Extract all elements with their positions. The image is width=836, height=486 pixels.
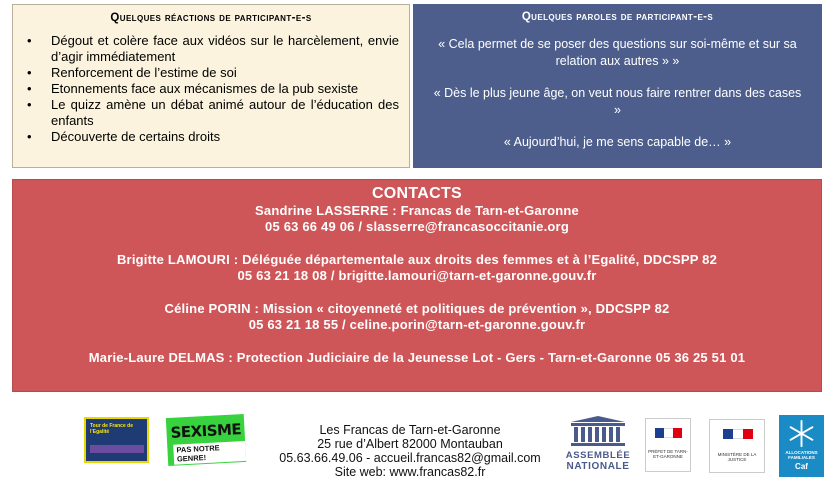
contact-name-line: Sandrine LASSERRE : Francas de Tarn-et-Garonne [255,203,579,218]
contact-details-line: 05 63 66 49 06 / slasserre@francasoccitanie.org [265,219,569,234]
quote: « Cela permet de se poser des questions sur soi-même et sur sa relation aux autres » » [438,37,797,68]
ministere-justice-logo: MINISTÈRE DE LA JUSTICE [709,419,765,473]
snowflake-icon [787,419,816,448]
address-street: 25 rue d’Albert 82000 Montauban [317,437,503,451]
quote: « Aujourd’hui, je me sens capable de… » [503,135,732,149]
list-item: • Renforcement de l’estime de soi [27,65,399,81]
address-block [262,423,558,479]
quotes-panel [413,4,822,168]
contacts-title: CONTACTS [371,185,463,202]
address-website: Site web: www.francas82.fr [334,465,486,479]
contact-details-line: 05 63 21 18 08 / brigitte.lamouri@tarn-et-garonne.gouv.fr [237,268,597,283]
contacts-panel [12,179,822,392]
list-item: • Le quizz amène un débat animé autour de l’éducation des enfants [27,97,399,129]
list-item: • Etonnements face aux mécanismes de la pub sexiste [27,81,399,97]
address-contact: 05.63.66.49.06 - accueil.francas82@gmail.com [279,451,541,465]
reactions-title: Quelques réactions de participant-e-s [110,12,312,24]
quotes-title: Quelques paroles de participant-e-s [521,11,714,23]
french-flag-icon [655,425,682,435]
caf-logo: ALLOCATIONS FAMILIALES Caf [779,415,824,477]
tour-de-france-egalite-logo: Tour de France de l’Egalité [84,417,149,463]
assemblee-nationale-logo: ASSEMBLÉE NATIONALE [563,414,633,476]
contact-name-line: Brigitte LAMOURI : Déléguée départementale aux droits des femmes et à l’Egalité, DDCSPP 82 [116,252,718,267]
address-org: Les Francas de Tarn-et-Garonne [319,423,501,437]
prefet-tarn-et-garonne-logo: PRÉFET DE TARN-ET-GARONNE [645,418,691,472]
reactions-panel [12,4,410,168]
list-item: • Dégout et colère face aux vidéos sur le harcèlement, envie d’agir immédiatement [27,33,399,65]
french-flag-icon [723,426,753,436]
contact-name-line: Céline PORIN : Mission « citoyenneté et politiques de prévention », DDCSPP 82 [164,301,670,316]
list-item: • Découverte de certains droits [27,129,399,145]
contact-name-line: Marie-Laure DELMAS : Protection Judiciaire de la Jeunesse Lot - Gers - Tarn-et-Garonne 05 36 25 51 01 [88,350,746,365]
sexisme-pas-notre-genre-logo: SEXISME PAS NOTRE GENRE! [166,414,246,466]
columns-icon [571,416,625,446]
contact-details-line: 05 63 21 18 55 / celine.porin@tarn-et-garonne.gouv.fr [248,317,586,332]
quote: « Dès le plus jeune âge, on veut nous faire rentrer dans des cases » [433,86,802,117]
reactions-list [13,33,409,145]
